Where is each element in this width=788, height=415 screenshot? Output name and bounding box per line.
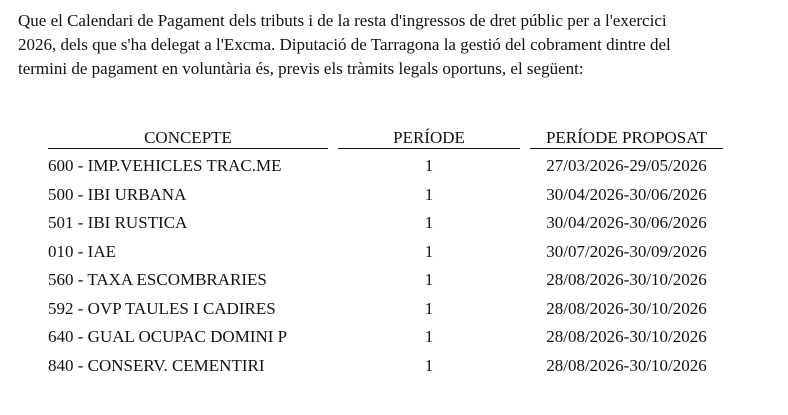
concepte-cell: 560 - TAXA ESCOMBRARIES — [48, 270, 267, 289]
concepte-cell: 500 - IBI URBANA — [48, 185, 187, 204]
header-periode: PERÍODE — [338, 128, 520, 149]
periode-cell: 1 — [424, 185, 434, 204]
intro-paragraph — [18, 9, 778, 81]
periode-cell: 1 — [424, 327, 434, 346]
intro-line: termini de pagament en voluntària és, previs els tràmits legals oportuns, el següent: — [18, 59, 584, 78]
periode-proposat-cell: 28/08/2026-30/10/2026 — [546, 270, 707, 289]
periode-proposat-cell: 30/07/2026-30/09/2026 — [546, 242, 707, 261]
periode-cell: 1 — [424, 213, 434, 232]
periode-cell: 1 — [424, 156, 434, 175]
periode-proposat-cell: 30/04/2026-30/06/2026 — [546, 213, 707, 232]
periode-proposat-cell: 30/04/2026-30/06/2026 — [546, 185, 707, 204]
concepte-cell: 010 - IAE — [48, 242, 116, 261]
concepte-cell: 640 - GUAL OCUPAC DOMINI P — [48, 327, 288, 346]
periode-proposat-cell: 28/08/2026-30/10/2026 — [546, 327, 707, 346]
table-row — [48, 326, 728, 348]
table-row — [48, 241, 728, 263]
periode-proposat-cell: 28/08/2026-30/10/2026 — [546, 356, 707, 375]
periode-proposat-cell: 28/08/2026-30/10/2026 — [546, 299, 707, 318]
table-row — [48, 298, 728, 320]
concepte-cell: 840 - CONSERV. CEMENTIRI — [48, 356, 265, 375]
concepte-cell: 501 - IBI RUSTICA — [48, 213, 188, 232]
header-concepte: CONCEPTE — [48, 128, 328, 149]
table-row — [48, 212, 728, 234]
intro-line: 2026, dels que s'ha delegat a l'Excma. Diputació de Tarragona la gestió del cobrament dintre del — [18, 35, 671, 54]
periode-cell: 1 — [424, 270, 434, 289]
header-periode-proposat: PERÍODE PROPOSAT — [530, 128, 723, 149]
concepte-cell: 600 - IMP.VEHICLES TRAC.ME — [48, 156, 282, 175]
table-row — [48, 155, 728, 177]
periode-proposat-cell: 27/03/2026-29/05/2026 — [546, 156, 707, 175]
table-row — [48, 269, 728, 291]
periode-cell: 1 — [424, 356, 434, 375]
intro-line: Que el Calendari de Pagament dels tributs i de la resta d'ingressos de dret públic per a l'exercici — [18, 11, 667, 30]
concepte-cell: 592 - OVP TAULES I CADIRES — [48, 299, 276, 318]
periode-cell: 1 — [424, 242, 434, 261]
table-row — [48, 184, 728, 206]
periode-cell: 1 — [424, 299, 434, 318]
table-row — [48, 355, 728, 377]
